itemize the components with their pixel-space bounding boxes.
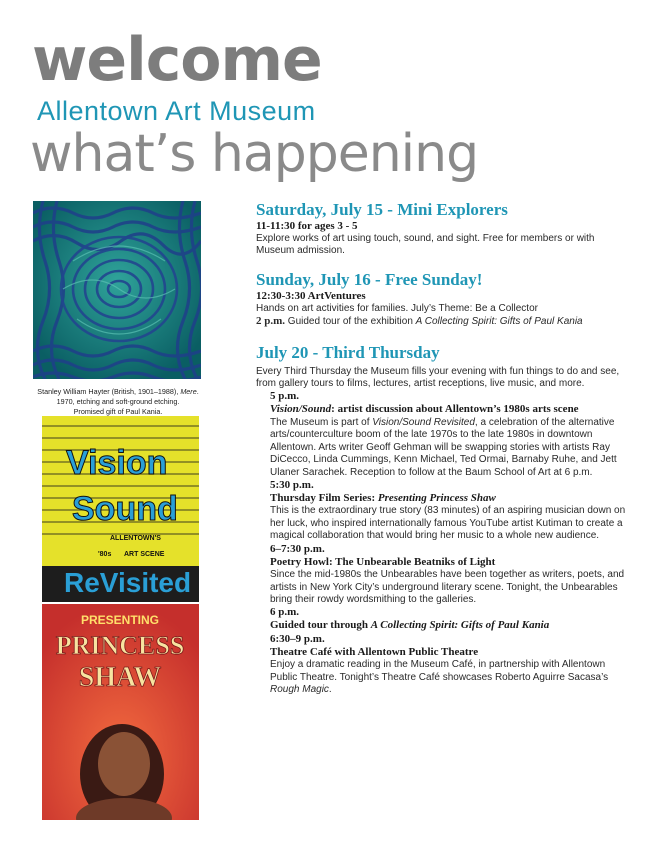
vision-sound-desc xyxy=(270,417,628,479)
saturday-event-time: 11-11:30 for ages 3 - 5 xyxy=(256,220,358,232)
etching-pattern-image xyxy=(33,201,201,379)
vision-sound-desc-italic: Vision/Sound Revisited xyxy=(372,416,475,428)
vision-sound-title xyxy=(270,403,628,417)
cafe-desc-b: . xyxy=(328,684,332,696)
tour-title xyxy=(270,619,628,633)
vision-sound-desc-a: The Museum is part of xyxy=(270,416,373,428)
museum-name: Allentown Art Museum xyxy=(37,96,316,126)
tour-time: 6 p.m. xyxy=(270,606,300,619)
vision-word: Vision xyxy=(66,444,168,482)
film-title-a: Thursday Film Series: xyxy=(270,491,378,504)
sunday-tour-exhibition: A Collecting Spirit: Gifts of Paul Kania xyxy=(415,316,583,328)
sunday-tour-time: 2 p.m. xyxy=(256,315,286,328)
artwork-caption xyxy=(34,387,202,417)
poster-title-shaw: SHAW xyxy=(78,662,162,693)
cafe-desc-a: Enjoy a dramatic reading in the Museum Café, in partnership with Allentown Public Theatre. Tonight’s Theatre Café showcases Roberto Aguirre Sacasa’s xyxy=(270,659,609,683)
tour-title-a: Guided tour through xyxy=(270,619,371,632)
vision-sound-poster-image xyxy=(42,416,199,602)
vision-sound-event xyxy=(270,390,628,696)
cafe-time: 6:30–9 p.m. xyxy=(270,632,325,645)
third-thursday-intro: Every Third Thursday the Museum fills your evening with fun things to do and see, from gallery tours to films, lectures, artist receptions, live music, and more. xyxy=(256,365,620,390)
caption-medium: 1970, etching and soft-ground etching. xyxy=(56,397,180,406)
poster-presenting: PRESENTING xyxy=(80,613,160,627)
caption-credit: Promised gift of Paul Kania. xyxy=(73,407,163,416)
whats-happening-heading: what’s happening xyxy=(30,124,479,184)
vision-sound-title-rest: : artist discussion about Allentown’s 1980s arts scene xyxy=(331,403,579,416)
vision-sound-revisited-poster xyxy=(42,416,199,602)
saturday-event-desc: Explore works of art using touch, sound, and sight. Free for members or with Museum admission. xyxy=(256,233,595,257)
poetry-desc: Since the mid-1980s the Unbearables have been together as writers, poets, and artists in New York City’s underground literary scene. Tonight, the Unbearables bring their rowdy wordsmithing to the galleries. xyxy=(270,569,625,605)
caption-artist: Stanley William Hayter (British, 1901–1988), xyxy=(37,387,181,396)
poetry-time: 6–7:30 p.m. xyxy=(270,542,325,555)
cafe-title: Theatre Café with Allentown Public Theatre xyxy=(270,645,479,658)
princess-shaw-poster-image xyxy=(42,604,199,820)
cafe-desc-italic: Rough Magic xyxy=(270,684,329,696)
sunday-artventures-time: 12:30-3:30 ArtVentures xyxy=(256,289,366,302)
film-desc: This is the extraordinary true story (83 minutes) of an aspiring musician down on her luck, who inspired internationally famous YouTube artist Kutiman to create a magical collaboration that would bring her music to a whole new audience. xyxy=(270,505,626,542)
third-thursday-title: July 20 - Third Thursday xyxy=(256,342,440,362)
cafe-desc xyxy=(270,659,628,696)
saturday-event-title: Saturday, July 15 - Mini Explorers xyxy=(256,200,508,219)
sunday-artventures-desc: Hands on art activities for families. July’s Theme: Be a Collector xyxy=(256,302,538,314)
tour-title-italic: A Collecting Spirit: Gifts of Paul Kania xyxy=(370,619,550,632)
caption-period: . xyxy=(196,387,199,396)
caption-title: Mere xyxy=(180,387,197,396)
vision-band-scene: ART SCENE xyxy=(124,551,165,558)
events-column xyxy=(256,200,628,697)
film-title xyxy=(270,492,628,506)
hayter-mere-artwork xyxy=(33,201,201,379)
vision-sound-time: 5 p.m. xyxy=(270,390,300,403)
film-title-italic: Presenting Princess Shaw xyxy=(377,491,496,504)
revisited-word: ReVisited xyxy=(64,567,192,598)
poster-title-princess: PRINCESS xyxy=(55,631,185,660)
vision-sound-title-italic: Vision/Sound xyxy=(270,403,332,416)
presenting-princess-shaw-poster xyxy=(42,604,199,820)
welcome-heading: welcome xyxy=(32,25,322,95)
vision-band-years: '80s xyxy=(98,551,112,558)
sunday-event-title: Sunday, July 16 - Free Sunday! xyxy=(256,269,483,289)
film-time: 5:30 p.m. xyxy=(270,478,314,491)
sunday-tour-line xyxy=(256,315,628,328)
vision-band-text: ALLENTOWN'S xyxy=(110,535,161,542)
vision-sound-desc-b: , a celebration of the alternative arts/counterculture boom of the late 1970s to the late 1980s in downtown Allentown. Arts writer Geoff Gehman will be swapping stories with artists Ray DiCecco, Linda Cummings, Kenn Michael, Ted Ormai, Barnaby Ruhe, and Jett Ulaner Sarachek. Reception to follow at the Baum School of Art at 6 p.m. xyxy=(270,416,617,478)
sound-word: Sound xyxy=(72,490,178,528)
sunday-tour-desc: Guided tour of the exhibition xyxy=(285,316,416,328)
poetry-title: Poetry Howl: The Unbearable Beatniks of Light xyxy=(270,555,496,568)
